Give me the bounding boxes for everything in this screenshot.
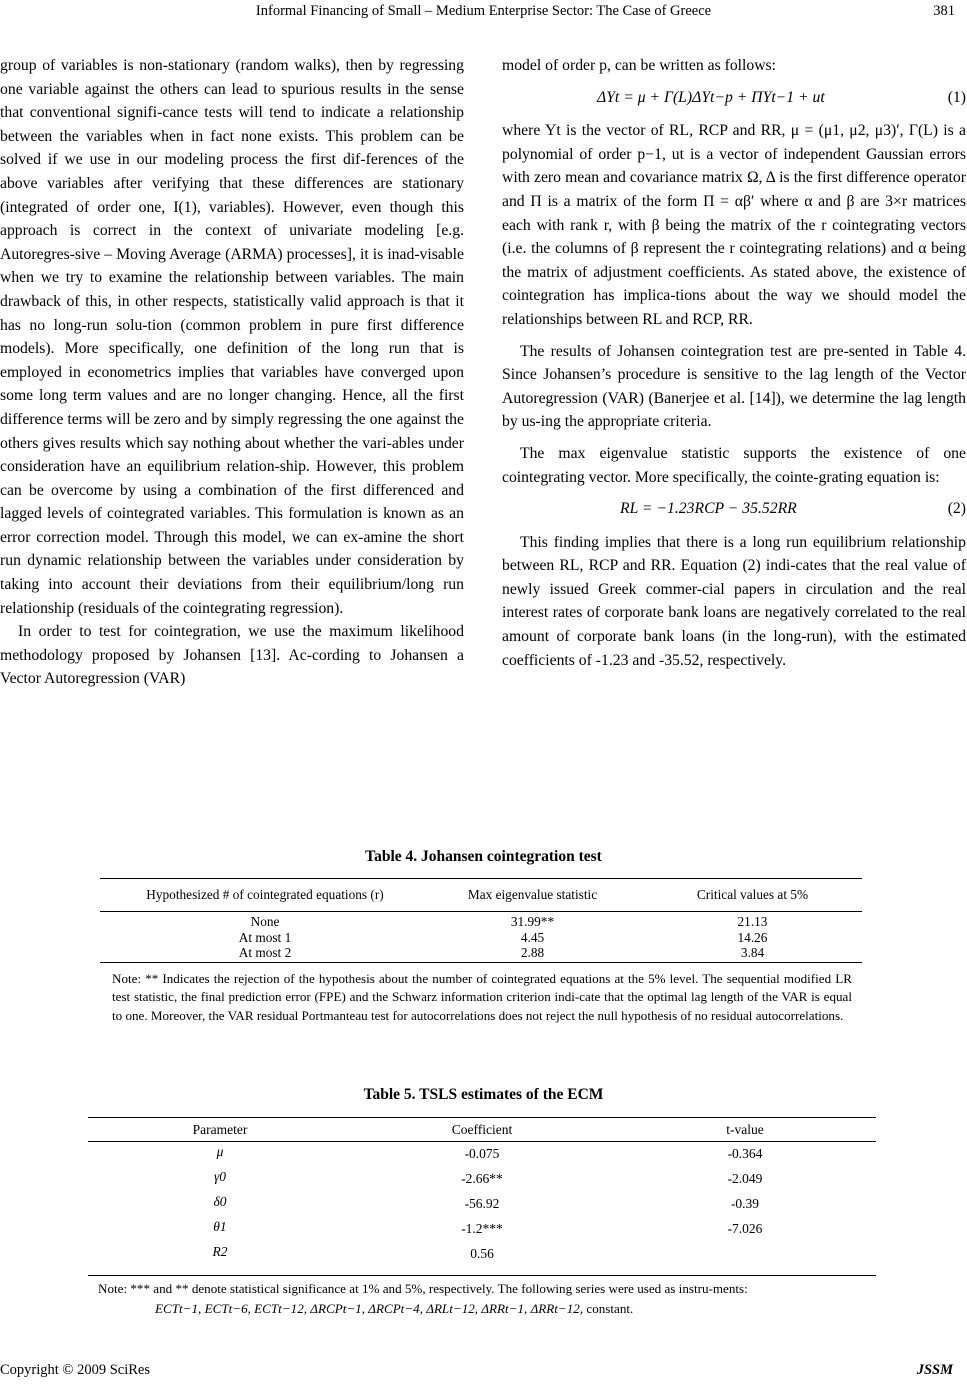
equation-1-number: (1) xyxy=(947,88,966,106)
table-5-tvalue-column xyxy=(645,1146,845,1271)
table-row xyxy=(645,914,860,961)
table-cell: -2.049 xyxy=(727,1171,763,1186)
instrument-constant: constant. xyxy=(586,1301,634,1316)
running-title: Informal Financing of Small – Medium Enterprise Sector: The Case of Greece xyxy=(255,3,712,19)
table-cell: 4.45 xyxy=(520,929,545,945)
table-5-header-coefficient: Coefficient xyxy=(451,1122,513,1137)
table-5-top-rule xyxy=(88,1117,876,1118)
equation-2 xyxy=(502,497,966,521)
table-cell: -2.66** xyxy=(461,1171,503,1186)
table-4-header-rule xyxy=(100,911,862,912)
table-cell: -56.92 xyxy=(464,1196,500,1211)
equation-2-expression: RL = −1.23RCP − 35.52RR xyxy=(620,500,797,518)
paragraph-finding: This finding implies that there is a long run equilibrium relationship between RL, RCP and RR. Equation (2) indi-cates that the real value of newly issued Greek commer-cial papers in circulation and the real interest rates of corporate bank loans are negatively correlated to the real amount of corporate bank loans (in the long-run), with the estimated coefficients of -1.23 and -35.52, respectively. xyxy=(502,533,966,669)
left-column xyxy=(0,54,464,691)
paragraph-cointegration-motivation: group of variables is non-stationary (random walks), then by regressing one variable against the others can lead to spurious results in the sense that conventional signifi-cance tests will tend to indicate a relationship between the variables when in fact none exists. This problem can be solved if we use in our modeling process the first dif-ferences of the above variables after verifying that these differences are stationary (integrated of order one, I(1), variables). However, even though this approach is correct in the context of univariate modeling [e.g. Autoregres-sive – Moving Average (ARMA) processes], it is inad-visable when we try to examine the relationship between variables. The main drawback of this, in other respects, statistically valid approach is that it has no long-run solu-tion (common problem in pure first difference models). More specifically, one definition of the long run that is employed in econometrics implies that variables have converged upon some long term values and are no longer changing. Hence, all the first difference terms will be zero and by simply regressing the one against the others gives results which say nothing about whether the vari-ables under consideration have an equilibrium relation-ship. However, this problem can be overcome by using a combination of the first differenced and lagged levels of cointegrated variables. This formulation is known as an error correction model. Through this model, we can ex-amine the short run dynamic relationship between the variables under consideration by taking into account their deviations from their equilibrium/long run relationship (residuals of the cointegrating regression). xyxy=(0,57,464,617)
table-4-header-hypothesis: Hypothesized # of cointegrated equations (r) xyxy=(146,887,384,902)
table-cell: 31.99** xyxy=(510,914,555,929)
table-5-note: Note: *** and ** denote statistical significance at 1% and 5%, respectively. The following series were used as instru-ments: xyxy=(98,1281,748,1296)
table-4-header-critical: Critical values at 5% xyxy=(696,887,809,902)
copyright-notice: Copyright © 2009 SciRes xyxy=(0,1362,150,1378)
paragraph-where: where Yt is the vector of RL, RCP and RR, μ = (μ1, μ2, μ3)′, Γ(L) is a polynomial of order p−1, ut is a vector of independent Gaussian errors with zero mean and covariance matrix Ω, Δ is the first difference operator and Π is a matrix of the form Π = αβ′ where α and β are 3×r matrices each with rank r, with β being the matrix of the r cointegrating vectors (i.e. the columns of β represent the r cointegrating relations) and α being the matrix of adjustment coefficients. As stated above, the existence of cointegration has implica-tions about the way we should model the relationships between RL and RCP, RR. xyxy=(502,122,966,328)
table-cell: -1.2*** xyxy=(461,1221,503,1236)
table-5-instruments xyxy=(155,1300,655,1318)
paragraph-johansen-intro: In order to test for cointegration, we use the maximum likelihood methodology proposed by Johansen [13]. Ac-cording to Johansen a Vector Autoregression (VAR) xyxy=(0,623,464,688)
table-5-coefficient-column xyxy=(382,1146,582,1271)
table-row xyxy=(100,914,430,961)
table-cell: -7.026 xyxy=(727,1221,763,1236)
table-cell: At most 2 xyxy=(238,945,292,960)
equation-1-expression: ΔYt = μ + Γ(L)ΔYt−p + ΠYt−1 + ut xyxy=(597,88,825,106)
equation-2-number: (2) xyxy=(947,500,966,518)
table-cell: δ0 xyxy=(213,1194,227,1209)
paragraph-results: The results of Johansen cointegration test are pre-sented in Table 4. Since Johansen’s procedure is sensitive to the lag length of the Vector Autoregression (VAR) (Banerjee et al. [14]), we determine the lag length by us-ing the appropriate criteria. xyxy=(502,342,966,431)
paragraph-max-eigenvalue: The max eigenvalue statistic supports the existence of one cointegrating vector. More specifically, the cointe-grating equation is: xyxy=(502,444,966,486)
paragraph-var-intro: model of order p, can be written as follows: xyxy=(502,57,777,74)
table-cell xyxy=(645,1246,845,1271)
table-cell: -0.364 xyxy=(727,1146,763,1161)
table-4-top-rule xyxy=(100,878,862,879)
table-5-caption: Table 5. TSLS estimates of the ECM xyxy=(363,1086,604,1103)
table-cell: μ xyxy=(216,1144,224,1159)
table-5-header-tvalue: t-value xyxy=(726,1122,764,1137)
journal-name: JSSM xyxy=(916,1362,953,1378)
table-cell: 3.84 xyxy=(740,945,765,960)
table-cell: 14.26 xyxy=(737,929,768,945)
table-cell: 0.56 xyxy=(470,1246,494,1261)
table-cell: -0.075 xyxy=(464,1146,500,1161)
page-number: 381 xyxy=(933,3,955,19)
table-cell: γ0 xyxy=(213,1169,227,1184)
right-column xyxy=(502,54,966,672)
table-cell: θ1 xyxy=(213,1219,227,1234)
table-cell: None xyxy=(250,914,280,929)
running-header xyxy=(0,0,967,22)
table-4-note: Note: ** Indicates the rejection of the hypothesis about the number of cointegrated equations at the 5% level. The sequential modified LR test statistic, the final prediction error (FPE) and the Schwarz information criterion indi-cate that the optimal lag length of the VAR is equal to one. Moreover, the VAR residual Portmanteau test for autocorrelations does not reject the null hypothesis of no residual autocorrelations. xyxy=(112,971,852,1023)
table-5-header-parameter: Parameter xyxy=(192,1122,248,1137)
table-cell: At most 1 xyxy=(238,929,292,945)
table-row xyxy=(430,914,635,961)
table-cell: R2 xyxy=(212,1244,228,1259)
table-5-bottom-rule xyxy=(88,1275,876,1276)
table-4-header-statistic: Max eigenvalue statistic xyxy=(467,887,598,902)
table-cell: 21.13 xyxy=(737,914,768,929)
table-cell: -0.39 xyxy=(730,1196,760,1211)
table-cell: 2.88 xyxy=(520,945,545,960)
table-5-parameter-column xyxy=(120,1144,320,1269)
table-4-caption: Table 4. Johansen cointegration test xyxy=(365,848,602,865)
equation-1 xyxy=(502,86,966,110)
table-5-header-rule xyxy=(88,1141,876,1142)
table-4-bottom-rule xyxy=(100,962,862,963)
instrument-list: ECTt−1, ECTt−6, ECTt−12, ΔRCPt−1, ΔRCPt−4, ΔRLt−12, ΔRRt−1, ΔRRt−12, xyxy=(155,1301,584,1316)
